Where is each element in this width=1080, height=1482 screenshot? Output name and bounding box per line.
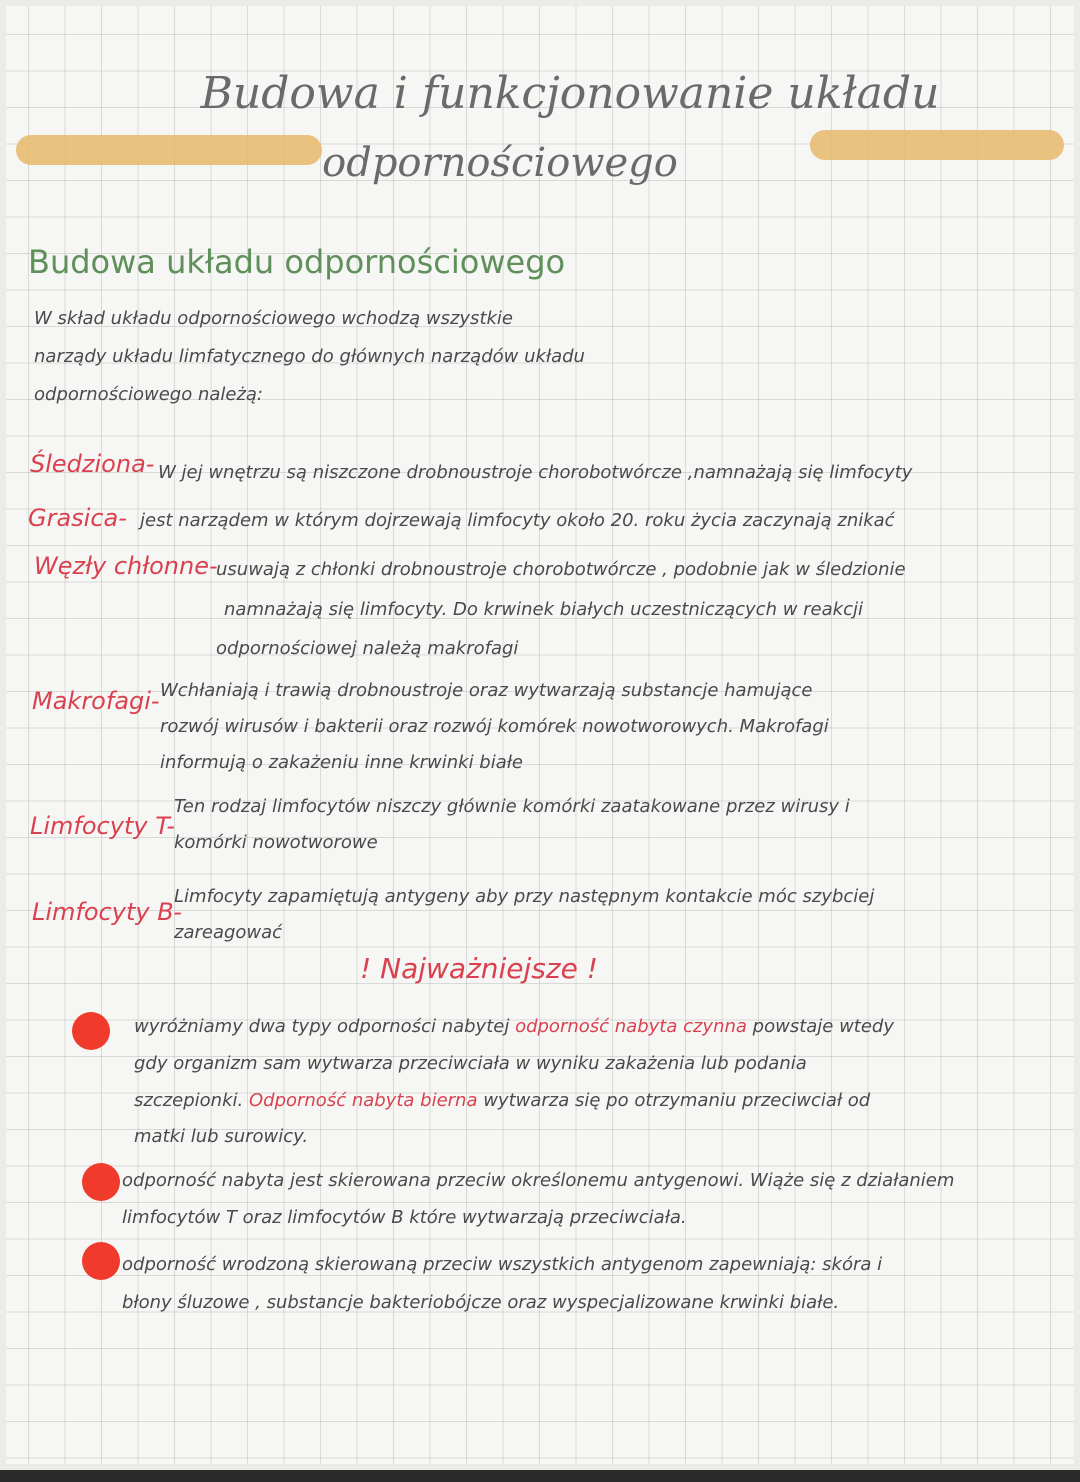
term-label-makrofagi: Makrofagi- (32, 687, 160, 715)
bullet-dot (82, 1242, 120, 1280)
bullet-dot (82, 1163, 120, 1201)
bullet-line: limfocytów T oraz limfocytów B które wytwarzają przeciwciała. (122, 1207, 687, 1228)
bullet-line: gdy organizm sam wytwarza przeciwciała w wyniku zakażenia lub podania (134, 1053, 807, 1074)
term-definition: namnażają się limfocyty. Do krwinek białych uczestniczących w reakcji (224, 599, 863, 620)
term-highlight-passive: Odporność nabyta bierna (248, 1090, 478, 1111)
term-definition: informują o zakażeniu inne krwinki białe (160, 752, 523, 773)
bullet-line (134, 1090, 870, 1111)
term-label-limfocyty-t: Limfocyty T- (30, 812, 176, 840)
term-label-wezly-chlonne: Węzły chłonne- (34, 552, 218, 580)
term-definition: W jej wnętrzu są niszczone drobnoustroje chorobotwórcze ,namnażają się limfocyty (158, 462, 913, 483)
bullet-text: wyróżniamy dwa typy odporności nabytej (134, 1016, 516, 1037)
page-title-line-1: Budowa i funkcjonowanie układu (200, 68, 940, 119)
bullet-line: odporność nabyta jest skierowana przeciw określonemu antygenowi. Wiąże się z działaniem (122, 1170, 955, 1191)
intro-line: odpornościowego należą: (34, 384, 263, 405)
term-definition: komórki nowotworowe (174, 832, 378, 853)
intro-line: W skład układu odpornościowego wchodzą wszystkie (34, 308, 513, 329)
term-definition: odpornościowej należą makrofagi (216, 638, 519, 659)
term-label-grasica: Grasica- (28, 504, 127, 532)
section-heading: Budowa układu odpornościowego (28, 243, 566, 281)
bullet-text: szczepionki. (134, 1090, 249, 1111)
term-definition: Ten rodzaj limfocytów niszczy głównie komórki zaatakowane przez wirusy i (174, 796, 850, 817)
term-label-sledziona: Śledziona- (30, 450, 155, 478)
important-heading: ! Najważniejsze ! (360, 952, 598, 985)
bullet-text: wytwarza się po otrzymaniu przeciwciał od (477, 1090, 871, 1111)
term-definition: jest narządem w którym dojrzewają limfocyty około 20. roku życia zaczynają znikać (140, 510, 895, 531)
bullet-text: powstaje wtedy (746, 1016, 895, 1037)
term-definition: rozwój wirusów i bakterii oraz rozwój komórek nowotworowych. Makrofagi (160, 716, 829, 737)
term-definition: usuwają z chłonki drobnoustroje chorobotwórcze , podobnie jak w śledzionie (216, 559, 906, 580)
term-definition: Limfocyty zapamiętują antygeny aby przy następnym kontakcie móc szybciej (174, 886, 875, 907)
intro-line: narządy układu limfatycznego do głównych narządów układu (34, 346, 585, 367)
bullet-line (134, 1016, 894, 1037)
term-definition: zareagować (174, 922, 283, 943)
bullet-line: błony śluzowe , substancje bakteriobójcze oraz wyspecjalizowane krwinki białe. (122, 1292, 840, 1313)
term-definition: Wchłaniają i trawią drobnoustroje oraz wytwarzają substancje hamujące (160, 680, 813, 701)
term-label-limfocyty-b: Limfocyty B- (32, 898, 182, 926)
bullet-line: odporność wrodzoną skierowaną przeciw wszystkich antygenom zapewniają: skóra i (122, 1254, 883, 1275)
bullet-line: matki lub surowicy. (134, 1126, 309, 1147)
term-highlight-active: odporność nabyta czynna (515, 1016, 747, 1037)
page-title-line-2: odpornościowego (322, 140, 678, 186)
bullet-dot (72, 1012, 110, 1050)
